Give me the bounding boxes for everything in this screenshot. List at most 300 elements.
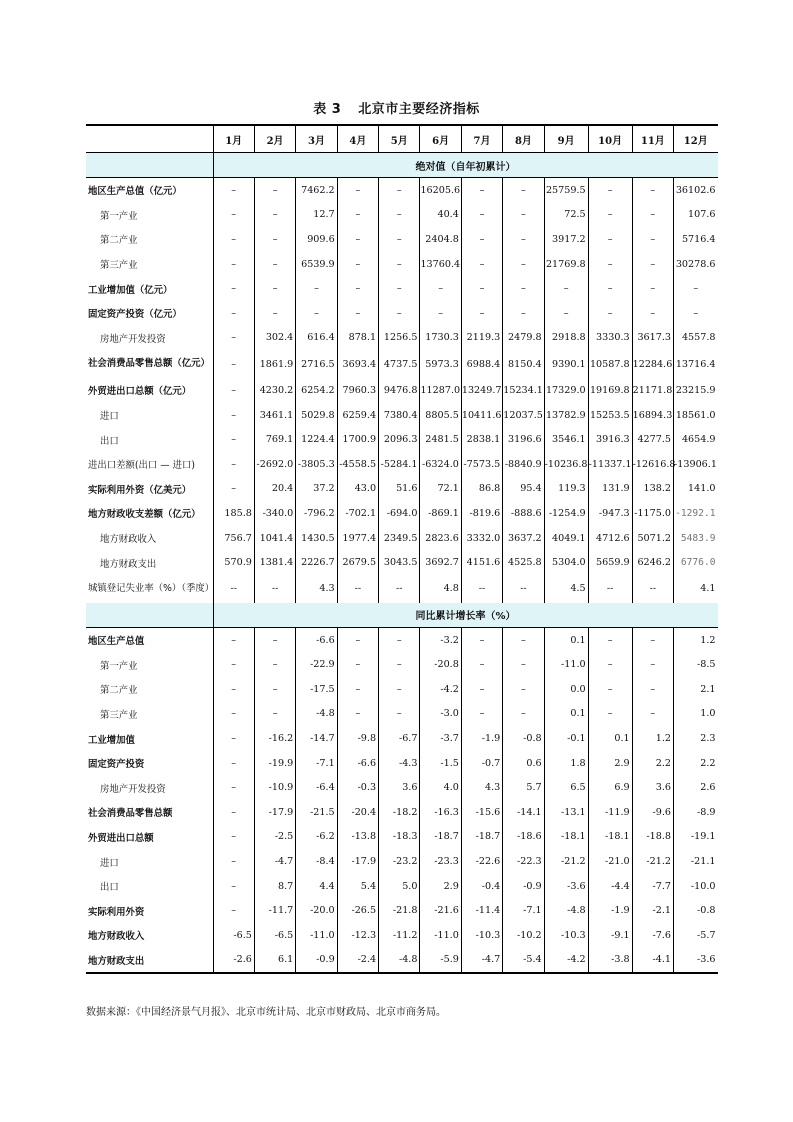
value-cell: – xyxy=(461,653,502,678)
value-cell: – xyxy=(461,178,502,203)
value-cell: 0.1 xyxy=(544,627,588,652)
value-cell: – xyxy=(503,276,544,301)
value-cell: 1381.4 xyxy=(254,550,295,575)
value-cell: -19.1 xyxy=(674,825,718,850)
table-row xyxy=(86,301,718,326)
value-cell: -694.0 xyxy=(379,501,420,526)
value-cell: -10.9 xyxy=(254,775,295,800)
value-cell: – xyxy=(503,653,544,678)
value-cell: 2679.5 xyxy=(337,550,378,575)
value-cell: 6988.4 xyxy=(461,350,502,378)
value-cell: – xyxy=(420,301,461,326)
value-cell: 2349.5 xyxy=(379,526,420,551)
value-cell: – xyxy=(213,276,254,301)
value-cell: 185.8 xyxy=(213,501,254,526)
value-cell: -- xyxy=(588,575,632,603)
value-cell: -7.6 xyxy=(632,923,673,948)
value-cell: -11.7 xyxy=(254,898,295,923)
value-cell: 756.7 xyxy=(213,526,254,551)
value-cell: -16.2 xyxy=(254,726,295,751)
section-header-row xyxy=(86,603,718,628)
value-cell: 12037.5 xyxy=(503,403,544,428)
value-cell: -8.9 xyxy=(674,800,718,825)
value-cell: -11.0 xyxy=(420,923,461,948)
value-cell: – xyxy=(674,276,718,301)
value-cell: – xyxy=(337,227,378,252)
value-cell: 119.3 xyxy=(544,477,588,502)
value-cell: 72.5 xyxy=(544,203,588,228)
value-cell: 2096.3 xyxy=(379,427,420,452)
value-cell: 4277.5 xyxy=(632,427,673,452)
table-row xyxy=(86,427,718,452)
value-cell: – xyxy=(461,627,502,652)
table-row xyxy=(86,477,718,502)
value-cell: 15234.1 xyxy=(503,378,544,403)
row-label: 固定资产投资 xyxy=(88,759,145,771)
row-label: 出口 xyxy=(100,435,119,447)
value-cell: 0.6 xyxy=(503,751,544,776)
value-cell: 6.9 xyxy=(588,775,632,800)
value-cell: – xyxy=(379,227,420,252)
value-cell: 2838.1 xyxy=(461,427,502,452)
row-label: 外贸进出口总额 xyxy=(88,832,154,844)
value-cell: -819.6 xyxy=(461,501,502,526)
value-cell: 12284.6 xyxy=(632,350,673,378)
month-header-cell: 9月 xyxy=(544,125,588,153)
value-cell: – xyxy=(588,301,632,326)
month-header-cell: 1月 xyxy=(213,125,254,153)
value-cell: -6324.0 xyxy=(420,452,461,477)
table-row xyxy=(86,849,718,874)
value-cell: – xyxy=(254,178,295,203)
value-cell: -18.1 xyxy=(544,825,588,850)
value-cell: 4.3 xyxy=(461,775,502,800)
row-label: 社会消费品零售总额 xyxy=(88,808,173,820)
value-cell: 30278.6 xyxy=(674,252,718,277)
value-cell: -6.5 xyxy=(213,923,254,948)
value-cell: – xyxy=(337,252,378,277)
value-cell: 2481.5 xyxy=(420,427,461,452)
economic-indicators-table xyxy=(86,124,718,974)
value-cell: 2.3 xyxy=(674,726,718,751)
value-cell: – xyxy=(254,677,295,702)
value-cell: – xyxy=(213,477,254,502)
value-cell: -11.2 xyxy=(379,923,420,948)
value-cell: – xyxy=(379,178,420,203)
value-cell: -13.8 xyxy=(337,825,378,850)
value-cell: -22.9 xyxy=(296,653,337,678)
table-row xyxy=(86,874,718,899)
value-cell: -10.0 xyxy=(674,874,718,899)
value-cell: -0.9 xyxy=(296,948,337,974)
table-row xyxy=(86,702,718,727)
month-header-cell: 5月 xyxy=(379,125,420,153)
value-cell: – xyxy=(588,677,632,702)
value-cell: -3.0 xyxy=(420,702,461,727)
value-cell: – xyxy=(503,627,544,652)
value-cell: -- xyxy=(254,575,295,603)
value-cell: 1041.4 xyxy=(254,526,295,551)
value-cell: 13249.7 xyxy=(461,378,502,403)
row-label: 地方财政收入 xyxy=(88,931,145,943)
value-cell: -18.8 xyxy=(632,825,673,850)
row-label: 出口 xyxy=(100,882,119,894)
value-cell: – xyxy=(632,301,673,326)
value-cell: 141.0 xyxy=(674,477,718,502)
month-header-cell: 12月 xyxy=(674,125,718,153)
value-cell: – xyxy=(213,350,254,378)
value-cell: 0.1 xyxy=(588,726,632,751)
value-cell: -1.5 xyxy=(420,751,461,776)
value-cell: 131.9 xyxy=(588,477,632,502)
value-cell: – xyxy=(503,301,544,326)
value-cell: -18.7 xyxy=(420,825,461,850)
value-cell: 1.2 xyxy=(632,726,673,751)
row-label: 实际利用外资（亿美元） xyxy=(88,484,192,496)
value-cell: 36102.6 xyxy=(674,178,718,203)
value-cell: 4.5 xyxy=(544,575,588,603)
value-cell: -16.3 xyxy=(420,800,461,825)
value-cell: – xyxy=(213,825,254,850)
table-name: 北京市主要经济指标 xyxy=(358,102,480,117)
value-cell: 11287.0 xyxy=(420,378,461,403)
value-cell: -2.5 xyxy=(254,825,295,850)
value-cell: – xyxy=(337,276,378,301)
value-cell: 13716.4 xyxy=(674,350,718,378)
value-cell: – xyxy=(461,677,502,702)
value-cell: -21.6 xyxy=(420,898,461,923)
row-label: 地区生产总值（亿元） xyxy=(88,186,182,198)
value-cell: 570.9 xyxy=(213,550,254,575)
value-cell: – xyxy=(379,702,420,727)
value-cell: 6254.2 xyxy=(296,378,337,403)
value-cell: – xyxy=(213,653,254,678)
value-cell: – xyxy=(213,874,254,899)
value-cell: – xyxy=(420,276,461,301)
month-header-cell: 3月 xyxy=(296,125,337,153)
row-label: 第一产业 xyxy=(100,660,138,672)
value-cell: -702.1 xyxy=(337,501,378,526)
value-cell: – xyxy=(544,276,588,301)
value-cell: -- xyxy=(337,575,378,603)
table-row xyxy=(86,276,718,301)
value-cell: 3546.1 xyxy=(544,427,588,452)
value-cell: 5716.4 xyxy=(674,227,718,252)
value-cell: -6.4 xyxy=(296,775,337,800)
value-cell: – xyxy=(254,227,295,252)
table-row xyxy=(86,350,718,378)
value-cell: 21171.8 xyxy=(632,378,673,403)
section-header-row xyxy=(86,153,718,178)
value-cell: -4558.5 xyxy=(337,452,378,477)
value-cell: 7380.4 xyxy=(379,403,420,428)
value-cell: -2.4 xyxy=(337,948,378,974)
value-cell: 1256.5 xyxy=(379,326,420,351)
value-cell: -21.8 xyxy=(379,898,420,923)
table-row xyxy=(86,800,718,825)
value-cell: -3.8 xyxy=(588,948,632,974)
row-label: 房地产开发投资 xyxy=(100,783,166,795)
value-cell: -3.6 xyxy=(544,874,588,899)
table-row xyxy=(86,227,718,252)
value-cell: -6.2 xyxy=(296,825,337,850)
value-cell: -21.0 xyxy=(588,849,632,874)
table-row xyxy=(86,775,718,800)
value-cell: 86.8 xyxy=(461,477,502,502)
value-cell: -0.9 xyxy=(503,874,544,899)
value-cell: -22.6 xyxy=(461,849,502,874)
value-cell: – xyxy=(503,178,544,203)
value-cell: -0.7 xyxy=(461,751,502,776)
value-cell: -14.1 xyxy=(503,800,544,825)
value-cell: – xyxy=(213,178,254,203)
value-cell: – xyxy=(337,178,378,203)
table-row xyxy=(86,575,718,603)
value-cell: -5.9 xyxy=(420,948,461,974)
value-cell: 1.0 xyxy=(674,702,718,727)
value-cell: -340.0 xyxy=(254,501,295,526)
value-cell: -7.1 xyxy=(503,898,544,923)
value-cell: – xyxy=(213,427,254,452)
value-cell: 0.0 xyxy=(544,677,588,702)
value-cell: 5.7 xyxy=(503,775,544,800)
value-cell: -19.9 xyxy=(254,751,295,776)
value-cell: -0.1 xyxy=(544,726,588,751)
month-header-cell: 8月 xyxy=(503,125,544,153)
section-title: 绝对值（自年初累计） xyxy=(213,153,718,178)
value-cell: -5284.1 xyxy=(379,452,420,477)
row-label: 进口 xyxy=(100,857,119,869)
value-cell: – xyxy=(213,403,254,428)
value-cell: 6259.4 xyxy=(337,403,378,428)
value-cell: -5.7 xyxy=(674,923,718,948)
value-cell: 138.2 xyxy=(632,477,673,502)
value-cell: – xyxy=(213,627,254,652)
table-row xyxy=(86,825,718,850)
value-cell: 4737.5 xyxy=(379,350,420,378)
value-cell: – xyxy=(503,702,544,727)
value-cell: – xyxy=(337,702,378,727)
value-cell: -6.6 xyxy=(337,751,378,776)
value-cell: 6246.2 xyxy=(632,550,673,575)
value-cell: – xyxy=(337,677,378,702)
value-cell: 8805.5 xyxy=(420,403,461,428)
value-cell: – xyxy=(674,301,718,326)
value-cell: -0.4 xyxy=(461,874,502,899)
value-cell: -4.1 xyxy=(632,948,673,974)
value-cell: – xyxy=(213,203,254,228)
table-row xyxy=(86,378,718,403)
value-cell: -21.5 xyxy=(296,800,337,825)
value-cell: – xyxy=(461,301,502,326)
row-label: 房地产开发投资 xyxy=(100,333,166,345)
value-cell: 3692.7 xyxy=(420,550,461,575)
value-cell: -18.2 xyxy=(379,800,420,825)
value-cell: – xyxy=(337,301,378,326)
value-cell: -10236.8 xyxy=(544,452,588,477)
value-cell: – xyxy=(461,276,502,301)
value-cell: – xyxy=(213,378,254,403)
value-cell: – xyxy=(379,252,420,277)
row-label: 地方财政支出 xyxy=(86,948,213,974)
table-row xyxy=(86,326,718,351)
value-cell: 16894.3 xyxy=(632,403,673,428)
value-cell: – xyxy=(254,252,295,277)
value-cell: 5029.8 xyxy=(296,403,337,428)
value-cell: -- xyxy=(461,575,502,603)
value-cell: 17329.0 xyxy=(544,378,588,403)
value-cell: -9.8 xyxy=(337,726,378,751)
value-cell: 1.2 xyxy=(674,627,718,652)
value-cell: -22.3 xyxy=(503,849,544,874)
month-header-cell: 10月 xyxy=(588,125,632,153)
value-cell: -17.5 xyxy=(296,677,337,702)
value-cell: 2.9 xyxy=(420,874,461,899)
value-cell: – xyxy=(379,627,420,652)
value-cell: – xyxy=(337,627,378,652)
row-label: 社会消费品零售总额（亿元） xyxy=(88,358,210,370)
value-cell: 0.1 xyxy=(544,702,588,727)
value-cell: -8840.9 xyxy=(503,452,544,477)
section-title: 同比累计增长率（%） xyxy=(213,603,718,628)
value-cell: – xyxy=(503,203,544,228)
value-cell: -947.3 xyxy=(588,501,632,526)
value-cell: 6.5 xyxy=(544,775,588,800)
value-cell: 4151.6 xyxy=(461,550,502,575)
value-cell: – xyxy=(379,677,420,702)
value-cell: – xyxy=(213,726,254,751)
value-cell: 4049.1 xyxy=(544,526,588,551)
value-cell: 2226.7 xyxy=(296,550,337,575)
value-cell: 1861.9 xyxy=(254,350,295,378)
month-header-cell: 4月 xyxy=(337,125,378,153)
value-cell: -6.7 xyxy=(379,726,420,751)
value-cell: -26.5 xyxy=(337,898,378,923)
value-cell: 5973.3 xyxy=(420,350,461,378)
value-cell: -17.9 xyxy=(337,849,378,874)
value-cell: -888.6 xyxy=(503,501,544,526)
row-label: 外贸进出口总额（亿元） xyxy=(88,386,192,398)
value-cell: 2716.5 xyxy=(296,350,337,378)
value-cell: 1700.9 xyxy=(337,427,378,452)
value-cell: -9.6 xyxy=(632,800,673,825)
value-cell: 4230.2 xyxy=(254,378,295,403)
value-cell: – xyxy=(337,203,378,228)
value-cell: -5.4 xyxy=(503,948,544,974)
value-cell: -14.7 xyxy=(296,726,337,751)
value-cell: – xyxy=(213,775,254,800)
value-cell: -13.1 xyxy=(544,800,588,825)
value-cell: -4.7 xyxy=(254,849,295,874)
value-cell: 7960.3 xyxy=(337,378,378,403)
value-cell: 1430.5 xyxy=(296,526,337,551)
value-cell: -1.9 xyxy=(461,726,502,751)
value-cell: -23.2 xyxy=(379,849,420,874)
value-cell: – xyxy=(503,677,544,702)
value-cell: 302.4 xyxy=(254,326,295,351)
value-cell: 40.4 xyxy=(420,203,461,228)
table-row xyxy=(86,677,718,702)
value-cell: 2479.8 xyxy=(503,326,544,351)
value-cell: – xyxy=(379,203,420,228)
value-cell: 616.4 xyxy=(296,326,337,351)
value-cell: -8.5 xyxy=(674,653,718,678)
value-cell: 19169.8 xyxy=(588,378,632,403)
value-cell: – xyxy=(588,627,632,652)
value-cell: -- xyxy=(213,575,254,603)
value-cell: -3805.3 xyxy=(296,452,337,477)
value-cell: 2.2 xyxy=(632,751,673,776)
value-cell: – xyxy=(296,276,337,301)
value-cell: -20.0 xyxy=(296,898,337,923)
value-cell: 3332.0 xyxy=(461,526,502,551)
value-cell: – xyxy=(461,702,502,727)
value-cell: -7.7 xyxy=(632,874,673,899)
value-cell: 18561.0 xyxy=(674,403,718,428)
value-cell: 3461.1 xyxy=(254,403,295,428)
value-cell: 13760.4 xyxy=(420,252,461,277)
value-cell: -0.3 xyxy=(337,775,378,800)
value-cell: – xyxy=(213,252,254,277)
value-cell: 5483.9 xyxy=(674,526,718,551)
value-cell: -11.9 xyxy=(588,800,632,825)
value-cell: -10.2 xyxy=(503,923,544,948)
value-cell: 909.6 xyxy=(296,227,337,252)
row-label: 地区生产总值 xyxy=(88,636,145,648)
value-cell: – xyxy=(213,301,254,326)
value-cell: 3637.2 xyxy=(503,526,544,551)
value-cell: -3.2 xyxy=(420,627,461,652)
value-cell: -7.1 xyxy=(296,751,337,776)
value-cell: -20.4 xyxy=(337,800,378,825)
value-cell: 72.1 xyxy=(420,477,461,502)
value-cell: – xyxy=(632,252,673,277)
value-cell: – xyxy=(588,276,632,301)
value-cell: -10.3 xyxy=(544,923,588,948)
value-cell: 95.4 xyxy=(503,477,544,502)
value-cell: 3693.4 xyxy=(337,350,378,378)
value-cell: – xyxy=(632,702,673,727)
value-cell: -10.3 xyxy=(461,923,502,948)
table-row xyxy=(86,653,718,678)
value-cell: 13782.9 xyxy=(544,403,588,428)
value-cell: -3.7 xyxy=(420,726,461,751)
value-cell: 6776.0 xyxy=(674,550,718,575)
value-cell: 15253.5 xyxy=(588,403,632,428)
value-cell: 16205.6 xyxy=(420,178,461,203)
value-cell: 25759.5 xyxy=(544,178,588,203)
section-blank-cell xyxy=(86,153,213,178)
value-cell: 5304.0 xyxy=(544,550,588,575)
data-source-note: 数据来源：《中国经济景气月报》、北京市统计局、北京市财政局、北京市商务局。 xyxy=(86,1007,446,1018)
month-header-cell: 7月 xyxy=(461,125,502,153)
value-cell: 37.2 xyxy=(296,477,337,502)
value-cell: -1292.1 xyxy=(674,501,718,526)
row-label: 第二产业 xyxy=(100,235,138,247)
value-cell: 4.4 xyxy=(296,874,337,899)
value-cell: 10411.6 xyxy=(461,403,502,428)
table-row xyxy=(86,501,718,526)
value-cell: – xyxy=(588,203,632,228)
month-header-cell: 11月 xyxy=(632,125,673,153)
section-blank-cell xyxy=(86,603,213,628)
value-cell: -4.8 xyxy=(379,948,420,974)
value-cell: – xyxy=(461,252,502,277)
value-cell: 2.2 xyxy=(674,751,718,776)
row-label: 固定资产投资（亿元） xyxy=(88,309,182,321)
value-cell: – xyxy=(213,898,254,923)
row-label: 第三产业 xyxy=(100,260,138,272)
